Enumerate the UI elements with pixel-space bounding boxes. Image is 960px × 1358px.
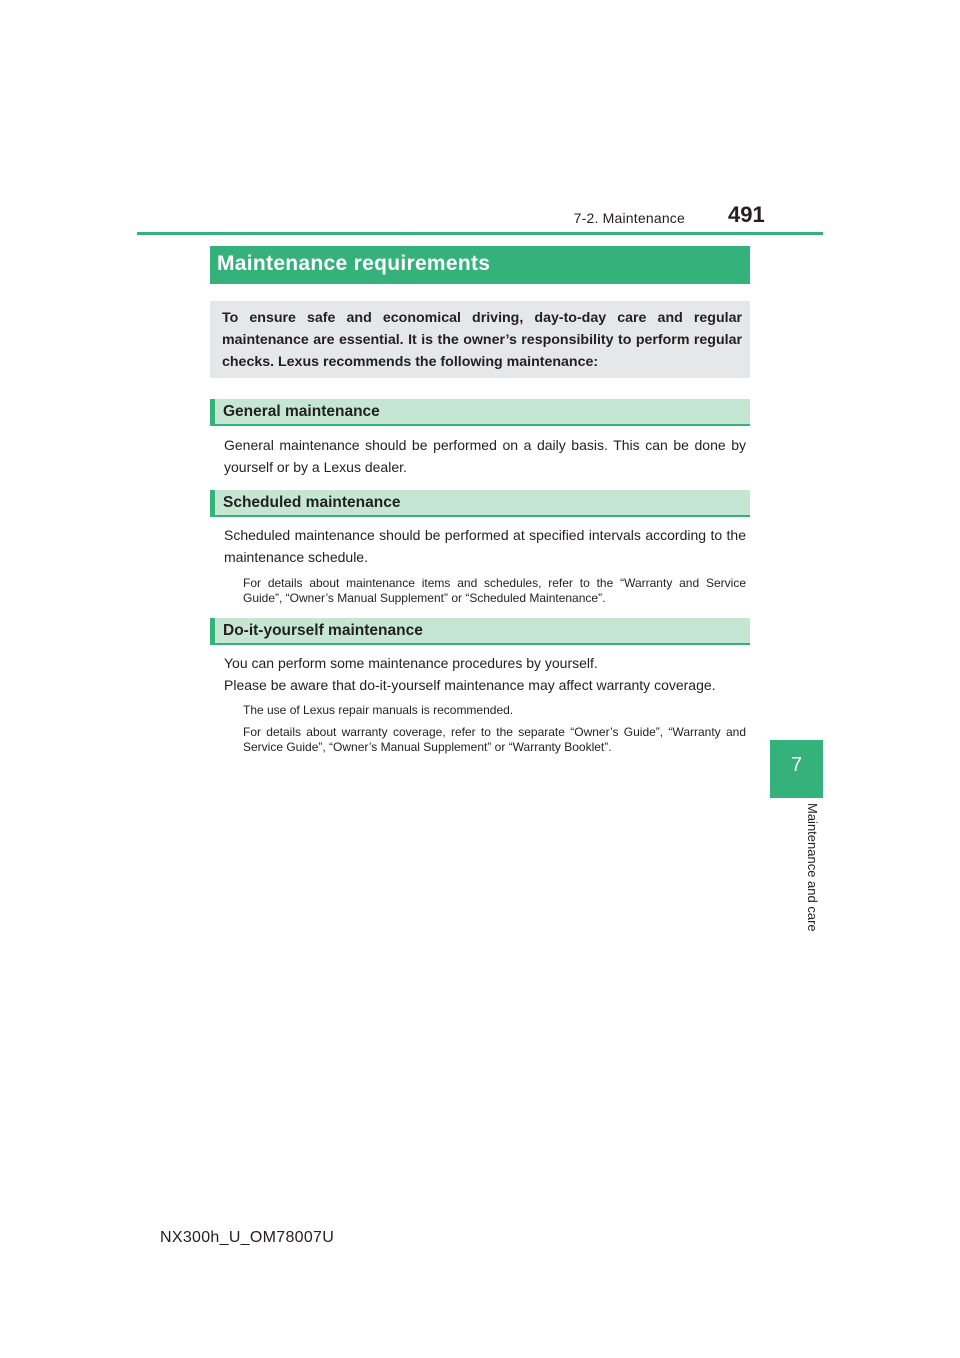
chapter-title: Maintenance and care	[805, 803, 820, 932]
scheduled-maintenance-body: Scheduled maintenance should be performed at specified intervals according to the maintenance schedule.	[224, 527, 746, 565]
chapter-tab	[770, 740, 823, 798]
intro-text: To ensure safe and economical driving, day-to-day care and regular maintenance are essential. It is the owner’s responsibility to perform regular checks. Lexus recommends the following maintenance:	[222, 310, 742, 370]
heading-scheduled-maintenance	[210, 490, 750, 517]
heading-text: Do-it-yourself maintenance	[223, 622, 423, 639]
diy-maintenance-note-1: The use of Lexus repair manuals is recommended.	[243, 703, 514, 717]
heading-bar	[210, 399, 215, 424]
section-label: 7-2. Maintenance	[573, 210, 685, 226]
scheduled-maintenance-note: For details about maintenance items and schedules, refer to the “Warranty and Service Guide”, “Owner’s Manual Supplement” or “Scheduled Maintenance”.	[243, 576, 746, 605]
document-code: NX300h_U_OM78007U	[160, 1229, 335, 1246]
intro-box	[210, 301, 750, 378]
heading-diy-maintenance	[210, 618, 750, 645]
heading-general-maintenance	[210, 399, 750, 426]
diy-maintenance-body-line-1: You can perform some maintenance procedures by yourself.	[224, 655, 598, 671]
diy-maintenance-body-line-2: Please be aware that do-it-yourself maintenance may affect warranty coverage.	[224, 677, 716, 693]
heading-bar	[210, 490, 215, 515]
general-maintenance-body: General maintenance should be performed on a daily basis. This can be done by yourself or by a Lexus dealer.	[224, 437, 746, 475]
diy-maintenance-note-2: For details about warranty coverage, refer to the separate “Owner’s Guide”, “Warranty and Service Guide”, “Owner’s Manual Supplement” or “Warranty Booklet”.	[243, 725, 746, 754]
page-number: 491	[728, 202, 765, 227]
page-title: Maintenance requirements	[217, 252, 491, 275]
header-rule	[137, 232, 823, 235]
page-title-bar	[210, 246, 750, 284]
heading-text: Scheduled maintenance	[223, 494, 401, 511]
heading-bar	[210, 618, 215, 643]
chapter-number: 7	[790, 754, 803, 776]
heading-text: General maintenance	[223, 403, 380, 420]
